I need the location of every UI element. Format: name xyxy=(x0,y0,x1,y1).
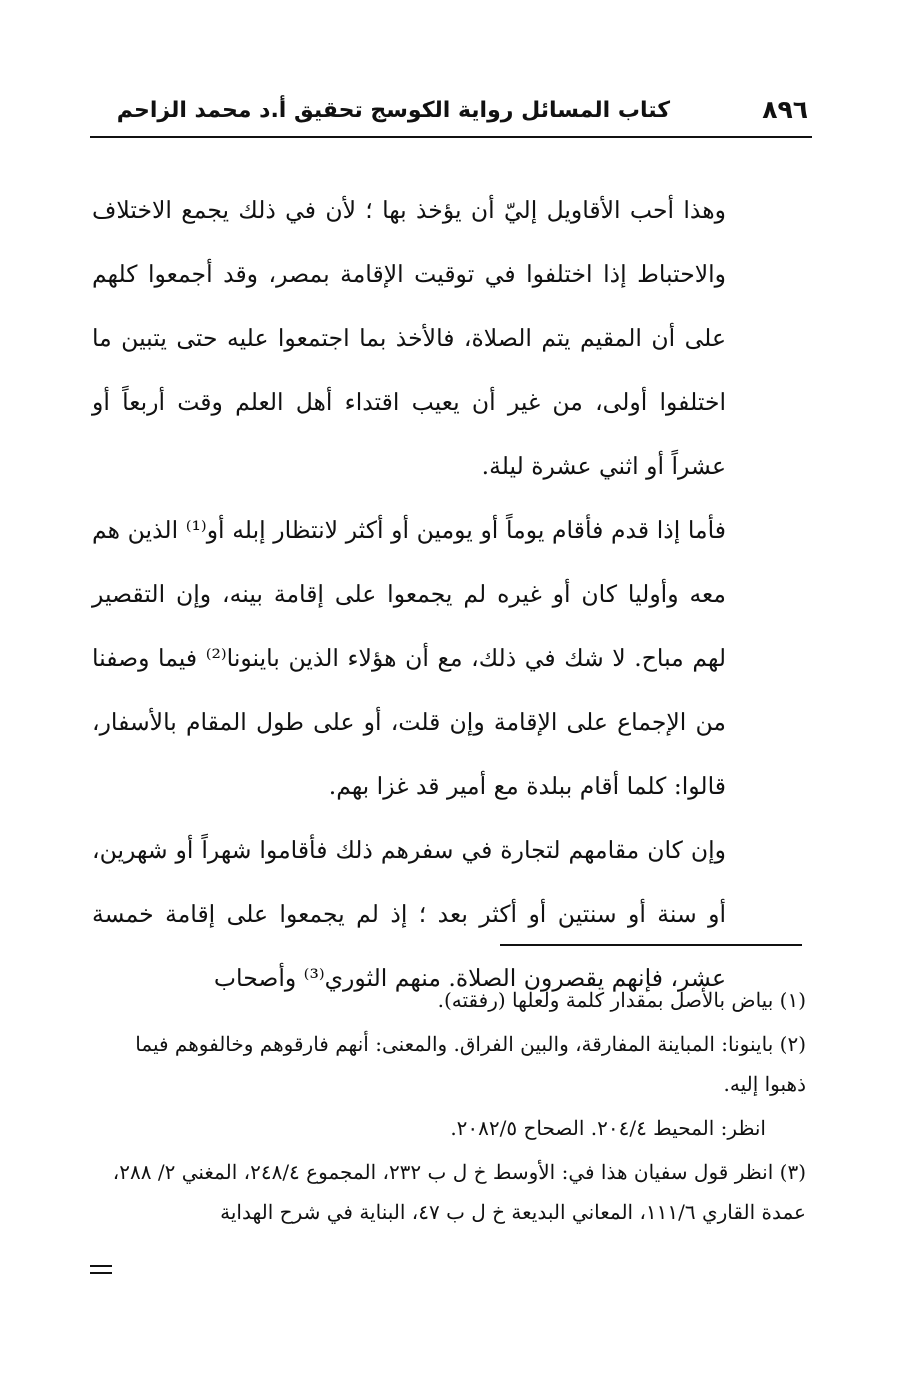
header-rule xyxy=(90,136,812,138)
footnote-3: (٣) انظر قول سفيان هذا في: الأوسط خ ل ب ٢٣٢، المجموع ٢٤٨/٤، المغني ٢/ ٢٨٨، عمدة القاري ١١١/٦، المعاني البديعة خ ل ب ٤٧، البناية في شرح الهداية xyxy=(112,1160,806,1224)
continuation-mark xyxy=(90,1265,112,1274)
main-text xyxy=(92,178,726,1010)
paragraph: وإن كان مقامهم لتجارة في سفرهم ذلك فأقاموا شهراً أو شهرين، أو سنة أو سنتين أو أكثر بعد ؛ إذ لم يجمعوا على إقامة خمسة عشر، فإنهم يقصرون الصلاة. منهم الثوري⁽³⁾ وأصحاب xyxy=(92,836,726,992)
footnotes xyxy=(88,980,806,1236)
paragraph: فأما إذا قدم فأقام يوماً أو يومين أو أكثر لانتظار إبله أو⁽¹⁾ الذين هم معه وأوليا كان أو غيره لم يجمعوا على إقامة بينه، وإن التقصير لهم مباح. لا شك في ذلك، مع أن هؤلاء الذين باينونا⁽²⁾ فيما وصفنا من الإجماع على الإقامة وإن قلت، أو على طول المقام بالأسفار، قالوا: كلما أقام ببلدة مع أمير قد غزا بهم. xyxy=(92,516,726,800)
running-title: كتاب المسائل رواية الكوسج تحقيق أ.د محمد الزاحم xyxy=(116,98,670,123)
page-header xyxy=(90,94,810,134)
footnote-separator xyxy=(500,944,802,946)
page-number: ٨٩٦ xyxy=(762,95,808,124)
footnote-2: (٢) باينونا: المباينة المفارقة، والبين الفراق. والمعنى: أنهم فارقوهم وخالفوهم فيما ذهبوا إليه. xyxy=(135,1032,806,1096)
paragraph: وهذا أحب الأقاويل إليّ أن يؤخذ بها ؛ لأن في ذلك يجمع الاختلاف والاحتباط إذا اختلفوا في توقيت الإقامة بمصر، وقد أجمعوا كلهم على أن المقيم يتم الصلاة، فالأخذ بما اجتمعوا عليه حتى يتبين ما اختلفوا أولى، من غير أن يعيب اقتداء أهل العلم وقت أربعاً أو عشراً أو اثني عشرة ليلة. xyxy=(92,196,726,480)
footnote-1: (١) بياض بالأصل بمقدار كلمة ولعلها (رفقته). xyxy=(437,988,806,1012)
footnote-2-reference: انظر: المحيط ٢٠٤/٤. الصحاح ٢٠٨٢/٥. xyxy=(450,1116,766,1140)
